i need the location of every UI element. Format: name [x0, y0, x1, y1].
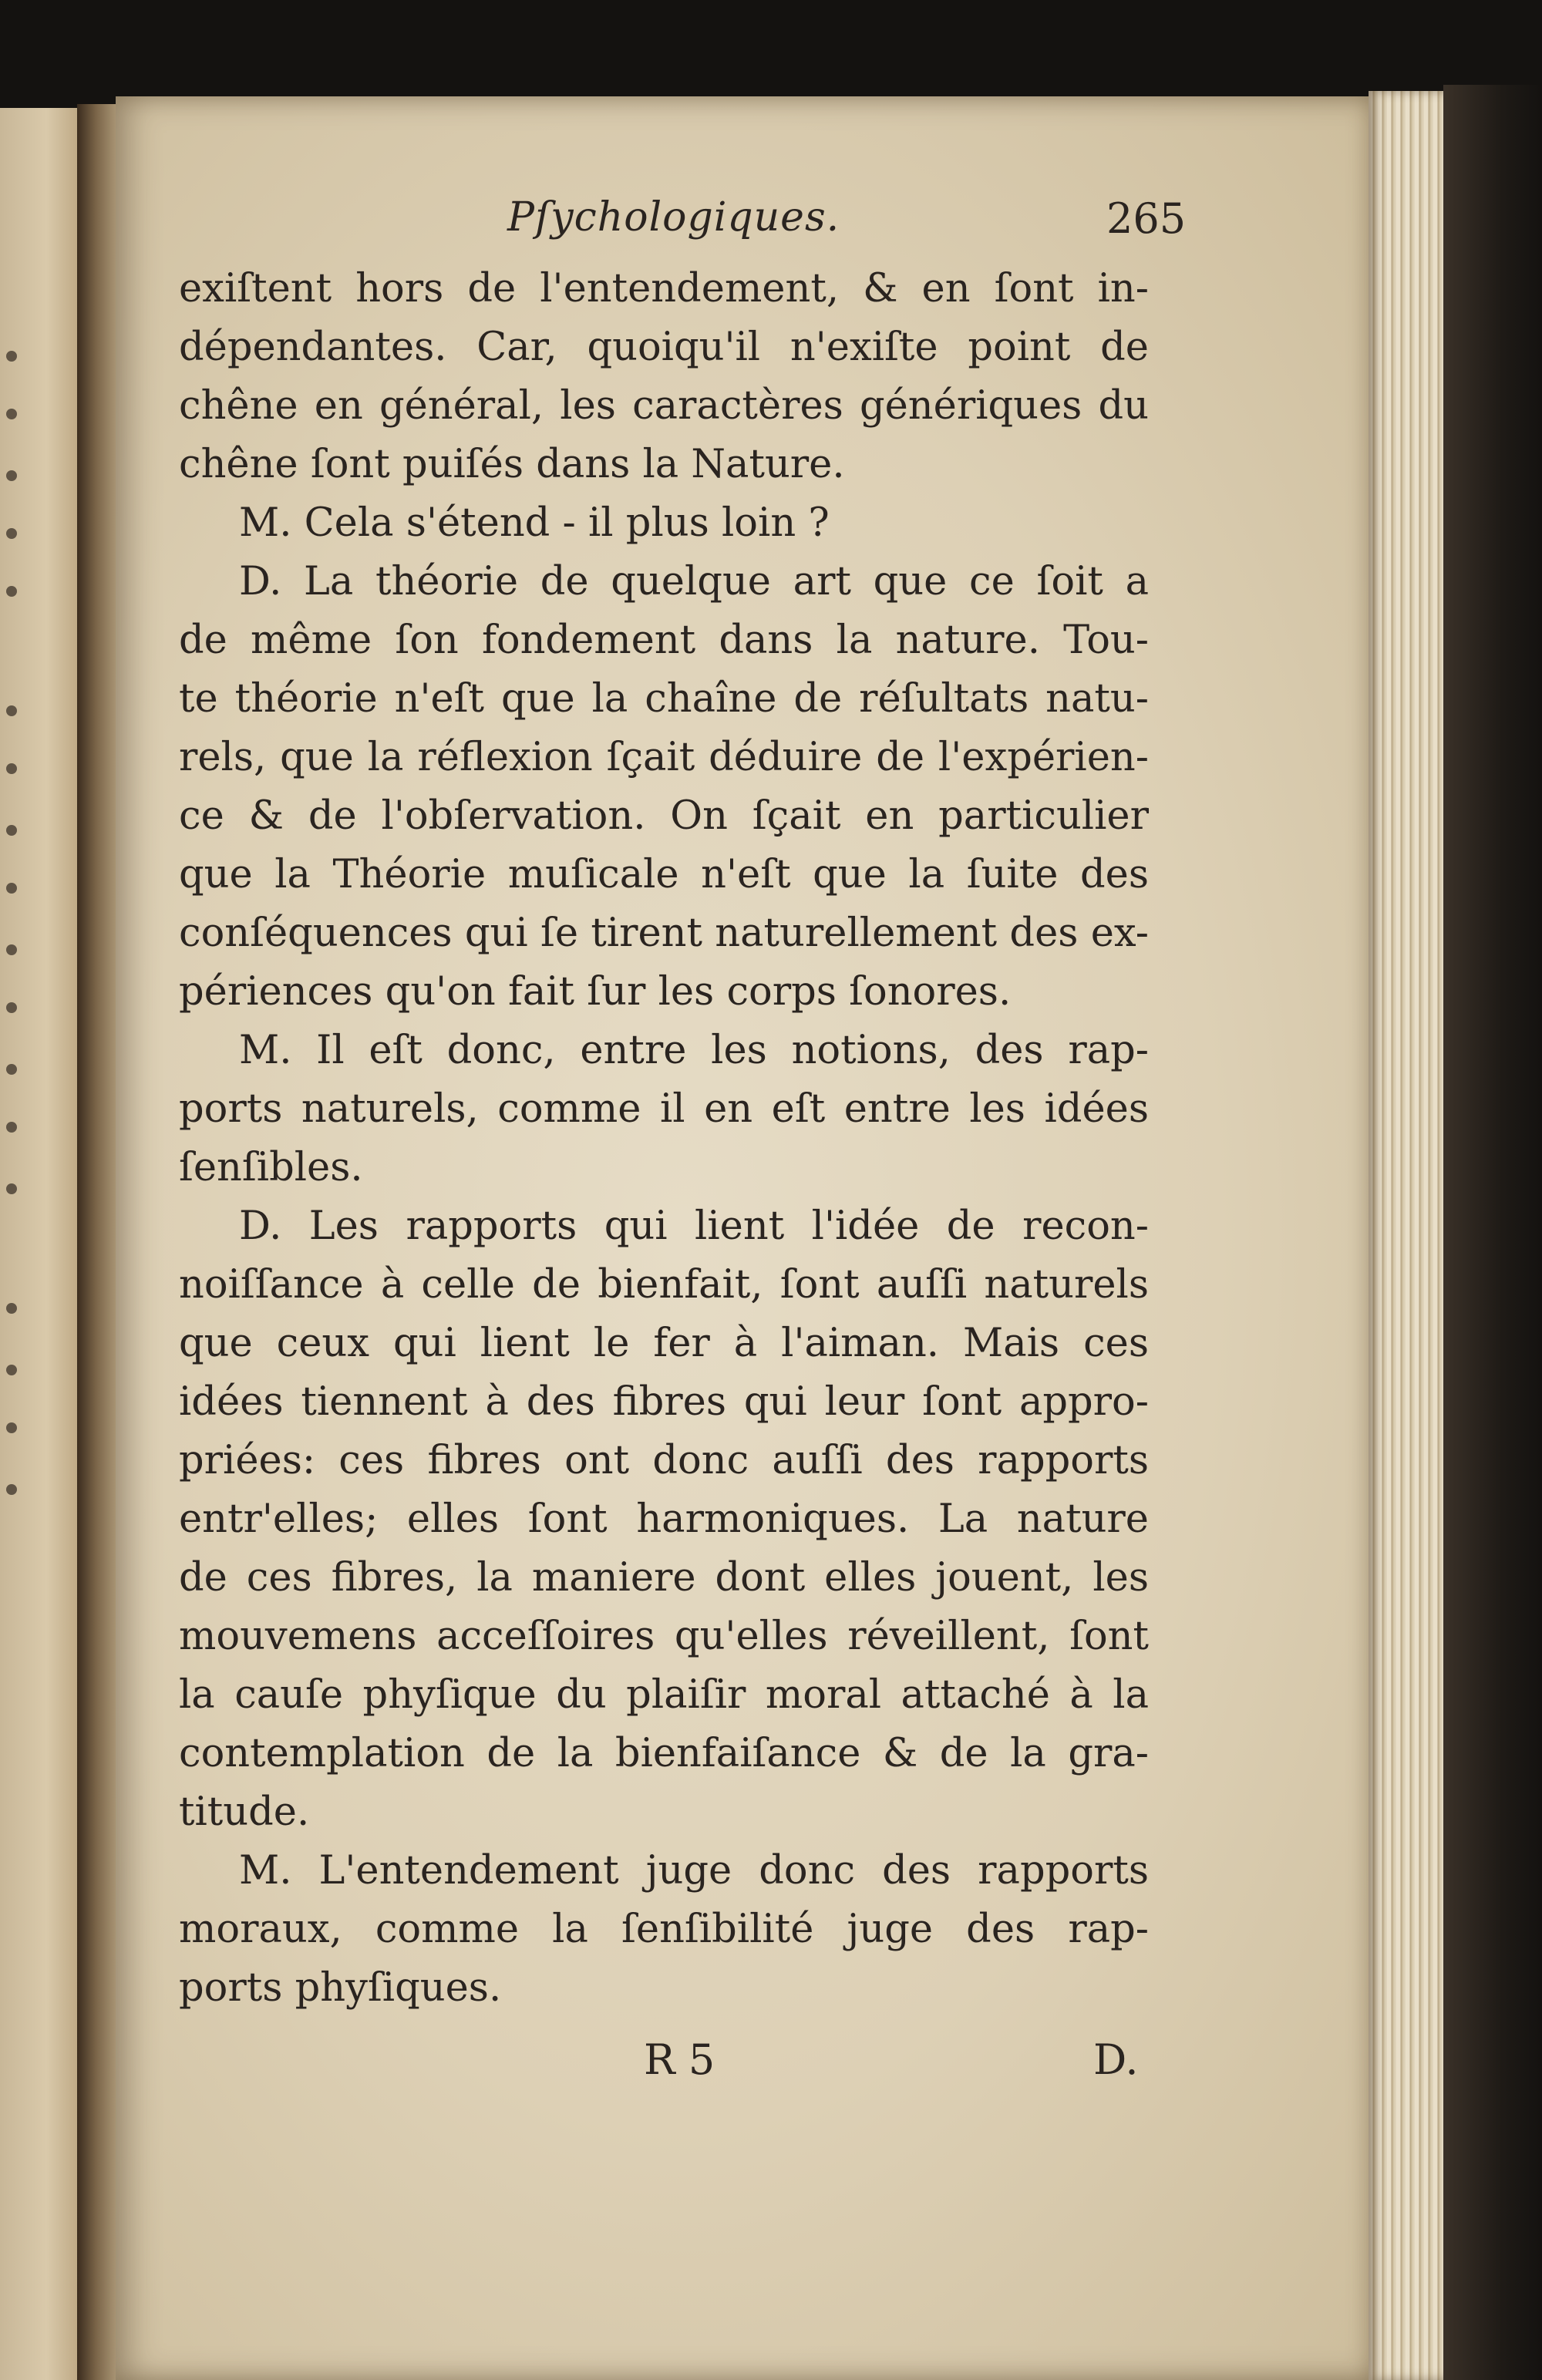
- text-line: moraux, comme la ſenſibilité juge des rap-: [179, 1907, 1149, 1952]
- page-edges: [1369, 91, 1449, 2380]
- text-line: conſéquences qui ſe tirent naturellement des ex-: [179, 911, 1149, 956]
- text-line: rels, que la réflexion ſçait déduire de l'expérien-: [179, 735, 1149, 780]
- left-page-text-fragment: [6, 1484, 17, 1495]
- text-line: ce & de l'obſervation. On ſçait en particulier: [179, 793, 1149, 839]
- left-page-text-fragment: [6, 409, 17, 419]
- left-page-text-fragment: [6, 351, 17, 362]
- text-line: dépendantes. Car, quoiqu'il n'exiſte point de: [179, 325, 1149, 370]
- text-line: D. La théorie de quelque art que ce ſoit a: [239, 559, 1149, 604]
- text-line: te théorie n'eſt que la chaîne de réſultats natu-: [179, 676, 1149, 722]
- left-page-text-fragment: [6, 470, 17, 481]
- left-page-text-fragment: [6, 883, 17, 894]
- text-line: contemplation de la bienfaiſance & de la gra-: [179, 1731, 1149, 1776]
- text-line: que la Théorie muſicale n'eſt que la ſuite des: [179, 852, 1149, 897]
- text-line: M. Cela s'étend - il plus loin ?: [239, 500, 830, 546]
- text-line: de même ſon fondement dans la nature. Tou-: [179, 618, 1149, 663]
- left-page-edge: [0, 108, 85, 2380]
- left-page-text-fragment: [6, 528, 17, 539]
- text-line: de ces fibres, la maniere dont elles jouent, les: [179, 1555, 1149, 1601]
- text-line: exiſtent hors de l'entendement, & en ſont in-: [179, 266, 1149, 311]
- left-page-text-fragment: [6, 1122, 17, 1133]
- text-line: priées: ces fibres ont donc auſſi des rapports: [179, 1438, 1149, 1483]
- left-page-text-fragment: [6, 1422, 17, 1433]
- left-page-text-fragment: [6, 705, 17, 716]
- catchword: D.: [1093, 2035, 1139, 2084]
- left-page-text-fragment: [6, 586, 17, 597]
- left-page-text-fragment: [6, 763, 17, 774]
- text-line: chêne en général, les caractères génériques du: [179, 383, 1149, 429]
- text-line: la cauſe phyſique du plaiſir moral attaché à la: [179, 1672, 1149, 1718]
- text-line: entr'elles; elles ſont harmoniques. La nature: [179, 1496, 1149, 1542]
- left-page-text-fragment: [6, 1183, 17, 1194]
- running-head: Pſychologiques.: [507, 194, 840, 241]
- text-line: noiſſance à celle de bienfait, ſont auſſi naturels: [179, 1262, 1149, 1308]
- text-line: D. Les rapports qui lient l'idée de recon-: [239, 1203, 1149, 1249]
- left-page-text-fragment: [6, 1064, 17, 1075]
- signature-mark: R 5: [644, 2035, 715, 2084]
- page-number: 265: [1106, 194, 1187, 243]
- text-line: mouvemens acceſſoires qu'elles réveillent, ſont: [179, 1614, 1149, 1659]
- text-line: que ceux qui lient le fer à l'aiman. Mais ces: [179, 1321, 1149, 1366]
- left-page-text-fragment: [6, 1002, 17, 1013]
- left-page-text-fragment: [6, 944, 17, 955]
- left-page-text-fragment: [6, 825, 17, 836]
- text-line: périences qu'on fait ſur les corps ſonores.: [179, 969, 1012, 1015]
- text-line: ports naturels, comme il en eſt entre les idées: [179, 1086, 1149, 1132]
- text-line: ports phyſiques.: [179, 1965, 502, 2011]
- left-page-text-fragment: [6, 1365, 17, 1375]
- text-line: chêne ſont puiſés dans la Nature.: [179, 442, 845, 487]
- text-line: titude.: [179, 1789, 310, 1835]
- book-board-edge: [1443, 85, 1542, 2380]
- left-page-text-fragment: [6, 1303, 17, 1314]
- text-line: idées tiennent à des fibres qui leur ſont appro-: [179, 1379, 1149, 1425]
- text-line: ſenſibles.: [179, 1145, 363, 1190]
- text-line: M. Il eſt donc, entre les notions, des rap-: [239, 1028, 1149, 1073]
- text-line: M. L'entendement juge donc des rapports: [239, 1848, 1149, 1894]
